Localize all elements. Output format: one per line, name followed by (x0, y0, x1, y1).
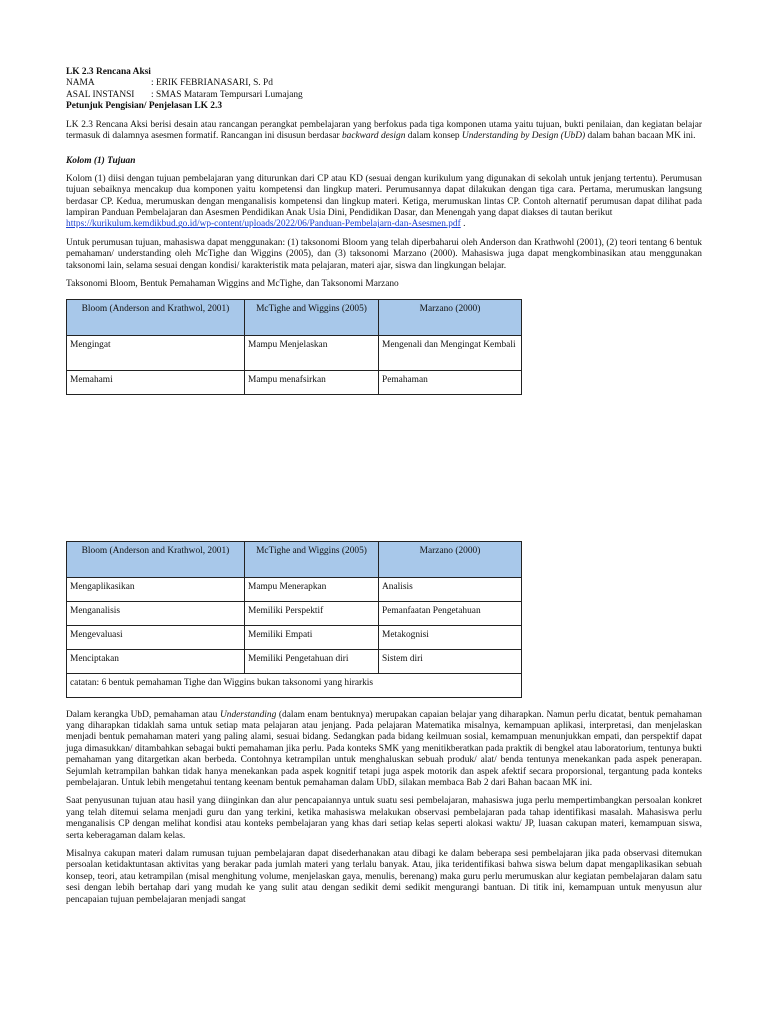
header-cell: McTighe and Wiggins (2005) (245, 299, 379, 335)
table-cell: Mengaplikasikan (67, 577, 245, 601)
institution-line (66, 90, 702, 101)
name-line (66, 78, 702, 89)
document-page (66, 67, 702, 906)
table-cell: Pemahaman (379, 370, 522, 394)
header-cell: Marzano (2000) (379, 299, 522, 335)
table-header-row (67, 541, 522, 577)
table-row (67, 649, 522, 673)
taxonomy-table-2 (66, 541, 522, 698)
table-cell: Mengenali dan Mengingat Kembali (379, 335, 522, 370)
taxonomy-table-1 (66, 299, 522, 395)
table-row (67, 625, 522, 649)
institution-label: ASAL INSTANSI (66, 89, 135, 100)
header-cell: Bloom (Anderson and Krathwol, 2001) (67, 299, 245, 335)
paragraph-kolom1: Kolom (1) diisi dengan tujuan pembelajaran yang diturunkan dari CP atau KD (sesuai dengan kurikulum yang digunakan di sekolah untuk jenjang tertentu). Perumusan tujuan sebaiknya mencakup dua komponen yaitu kompetensi dan lingkup materi. Perumusannya dapat dilakukan dengan tiga cara. Pertama, merumuskan langsung berdasar CP. Kedua, merumuskan dengan menganalisis kompetensi dan lingkup materi. Ketiga, merumuskan lintas CP. Contoh alternatif perumusan dapat dilihat pada lampiran Panduan Pembelajaran dan Asesmen Pendidikan Anak Usia Dini, Pendidikan Dasar, dan Menengah yang dapat diakses di tautan berikut https://kurikulum.kemdikbud.go.id/wp-content/uploads/2022/06/Panduan-Pembelajarn-dan-Asesmen.pdf . (66, 173, 702, 230)
table-cell: Mampu Menjelaskan (245, 335, 379, 370)
table-cell: Menganalisis (67, 601, 245, 625)
paragraph-planning: Saat penyusunan tujuan atau hasil yang diinginkan dan alur pencapaiannya untuk suatu sesi pembelajaran, mahasiswa juga perlu mempertimbangkan persoalan konkret yang telah ditemui selama menjadi guru dan yang terkini, ketika mahasiswa melakukan observasi pembelajaran pada tahap identifikasi masalah. Mahasiswa perlu menganalisis CP dengan melihat kondisi atau konteks pembelajaran yang khas dari setiap kelas seperti alokasi waktu/ JP, luasan cakupan materi, kemampuan siswa, serta keberagaman dalam kelas. (66, 796, 702, 841)
table-cell: Metakognisi (379, 625, 522, 649)
table-row (67, 577, 522, 601)
intro-paragraph: LK 2.3 Rencana Aksi berisi desain atau rancangan perangkat pembelajaran yang berfokus pada tiga komponen utama yaitu tujuan, bukti penilaian, dan kegiatan belajar termasuk di dalamnya asesmen formatif. Rancangan ini disusun berdasar backward design dalam konsep Understanding by Design (UbD) dalam bahan bacaan MK ini. (66, 119, 702, 142)
guide-link[interactable]: https://kurikulum.kemdikbud.go.id/wp-content/uploads/2022/06/Panduan-Pembelajarn-dan-Asesmen.pdf (66, 219, 461, 230)
table-cell: Pemanfaatan Pengetahuan (379, 601, 522, 625)
table-note-row (67, 673, 522, 697)
paragraph-example: Misalnya cakupan materi dalam rumusan tujuan pembelajaran dapat disederhanakan atau dibagi ke dalam beberapa sesi pembelajaran jika pada observasi ditemukan persoalan ketidaktuntasan aktivitas yang berakar pada jumlah materi yang terlalu banyak. Atau, jika teridentifikasi bahwa siswa belum dapat mengaplikasikan sebuah konsep, teori, atau ketrampilan (misal menghitung volume, menjelaskan gaya, menulis, berenang) maka guru perlu merumuskan alur kegiatan pembelajaran dalam satu sesi dengan lebih bertahap dari yang mudah ke yang sulit atau dengan sedikit demi sedikit mengurangi bantuan. Di titik ini, kemampuan untuk menyusun alur pencapaian tujuan pembelajaran menjadi sangat (66, 848, 702, 905)
section-heading: Kolom (1) Tujuan (66, 156, 136, 167)
table-cell: Memiliki Empati (245, 625, 379, 649)
paragraph-ubd: Dalam kerangka UbD, pemahaman atau Understanding (dalam enam bentuknya) merupakan capaian belajar yang diharapkan. Namun perlu dicatat, bentuk pemahaman yang diharapkan tidaklah sama untuk setiap mata pelajaran atau jenjang. Pada pelajaran Matematika misalnya, kemampuan aplikasi, interpretasi, dan menjelaskan menjadi bentuk pemahaman materi yang paling alami, sesuai bidang. Sedangkan pada bidang keilmuan sosial, kemampuan menunjukkan empati, dan perspektif dapat juga dimasukkan/ ditambahkan sebagai bukti pemahaman jika perlu. Pada konteks SMK yang menitikberatkan pada praktik di bengkel atau laboratorium, tentunya bukti pemahaman yang ditargetkan akan berbeda. Contohnya ketrampilan untuk menghaluskan sebuah produk/ alat/ benda tentunya menekankan pada aspek penerapan. Sejumlah ketrampilan bahkan tidak hanya menekankan pada aspek kognitif tetapi juga aspek motorik dan aspek afektif secara proporsional, tergantung pada konteks pembelajaran. Untuk lebih mengetahui tentang keenam bentuk pemahaman dalam UbD, silakan membaca Bab 2 dari Bahan bacaan MK ini. (66, 709, 702, 788)
table-caption: Taksonomi Bloom, Bentuk Pemahaman Wiggins and McTighe, dan Taksonomi Marzano (66, 279, 399, 290)
name-value: : ERIK FEBRIANASARI, S. Pd (151, 78, 273, 89)
table-row (67, 370, 522, 394)
institution-value: : SMAS Mataram Tempursari Lumajang (151, 89, 303, 100)
table-header-row (67, 299, 522, 335)
instructions-heading: Petunjuk Pengisian/ Penjelasan LK 2.3 (66, 101, 223, 112)
header-cell: Marzano (2000) (379, 541, 522, 577)
table-cell: Memiliki Pengetahuan diri (245, 649, 379, 673)
header-cell: Bloom (Anderson and Krathwol, 2001) (67, 541, 245, 577)
table-cell: Menciptakan (67, 649, 245, 673)
table-row (67, 601, 522, 625)
header-cell: McTighe and Wiggins (2005) (245, 541, 379, 577)
table-cell: Mengingat (67, 335, 245, 370)
table-cell: Memahami (67, 370, 245, 394)
table-cell: Mampu Menerapkan (245, 577, 379, 601)
table-row (67, 335, 522, 370)
table-cell: Sistem diri (379, 649, 522, 673)
table-note: catatan: 6 bentuk pemahaman Tighe dan Wiggins bukan taksonomi yang hirarkis (67, 673, 522, 697)
paragraph-taxonomy: Untuk perumusan tujuan, mahasiswa dapat menggunakan: (1) taksonomi Bloom yang telah diperbaharui oleh Anderson dan Krathwohl (2001), (2) teori tentang 6 bentuk pemahaman/ understanding oleh McTighe dan Wiggins (2005), dan (3) taksonomi Marzano (2000). Mahasiswa juga dapat mengkombinasikan atau menggunakan taksonomi lain, selama sesuai dengan kondisi/ karakteristik mata pelajaran, materi ajar, siswa dan lingkungan belajar. (66, 237, 702, 271)
table-cell: Mampu menafsirkan (245, 370, 379, 394)
document-title: LK 2.3 Rencana Aksi (66, 67, 151, 77)
table-cell: Memiliki Perspektif (245, 601, 379, 625)
table-cell: Analisis (379, 577, 522, 601)
table-cell: Mengevaluasi (67, 625, 245, 649)
name-label: NAMA (66, 78, 95, 89)
